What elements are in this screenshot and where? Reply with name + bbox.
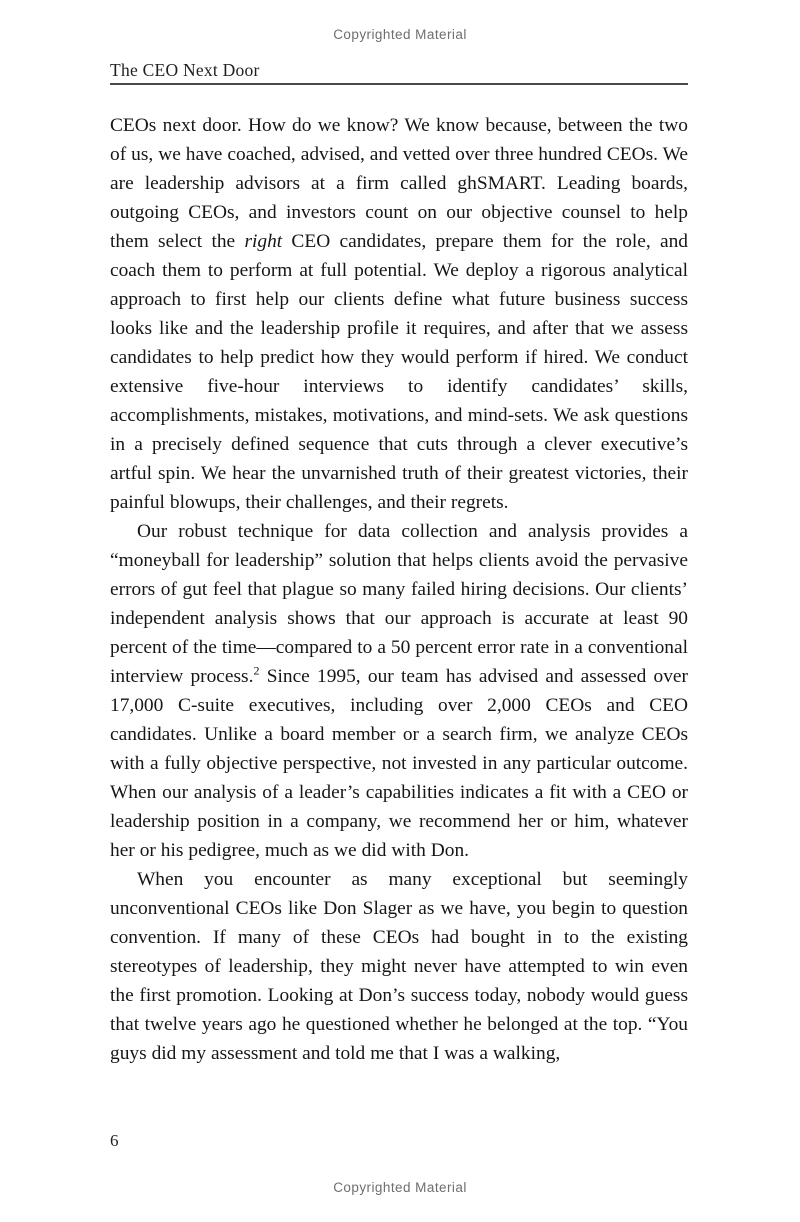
- copyright-watermark-bottom: Copyrighted Material: [333, 1180, 467, 1195]
- paragraph: When you encounter as many exceptional but seemingly unconventional CEOs like Don Slager as we have, you begin to question convention. If many of these CEOs had bought in to the existing stereotypes of leadership, they might never have attempted to win even the first promotion. Looking at Don’s success today, nobody would guess that twelve years ago he questioned whether he belonged at the top. “You guys did my assessment and told me that I was a walking,: [110, 869, 688, 1064]
- paragraph: CEOs next door. How do we know? We know because, between the two of us, we have coached, advised, and vetted over three hundred CEOs. We are leadership advisors at a firm called ghSMART. Leading boards, outgoing CEOs, and investors count on our objective counsel to help them select the right CEO candidates, prepare them for the role, and coach them to perform at full potential. We deploy a rigorous analytical approach to first help our clients define what future business success looks like and the leadership profile it requires, and after that we assess candidates to help predict how they would perform if hired. We conduct extensive five-hour interviews to identify candidates’ skills, accomplishments, mistakes, motivations, and mind-sets. We ask questions in a precisely defined sequence that cuts through a clever executive’s artful spin. We hear the unvarnished truth of their greatest victories, their painful blowups, their challenges, and their regrets.: [110, 115, 688, 513]
- page-number: 6: [110, 1131, 119, 1150]
- copyright-watermark-top: Copyrighted Material: [333, 27, 467, 42]
- running-head: [110, 59, 688, 85]
- emphasis-text: right: [244, 231, 283, 252]
- footnote-marker: 2: [253, 663, 260, 678]
- running-head-rule: [110, 83, 688, 85]
- body-text-column: [110, 111, 688, 1068]
- paragraph: Our robust technique for data collection and analysis provides a “moneyball for leadership” solution that helps clients avoid the pervasive errors of gut feel that plague so many failed hiring decisions. Our clients’ independent analysis shows that our approach is accurate at least 90 percent of the time—compared to a 50 percent error rate in a conventional interview process.$^2$ Since 1995, our team has advised and assessed over 17,000 C-suite executives, including over 2,000 CEOs and CEO candidates. Unlike a board member or a search firm, we analyze CEOs with a fully objective perspective, not invested in any particular outcome. When our analysis of a leader’s capabilities indicates a fit with a CEO or leadership position in a company, we recommend her or him, whatever her or his pedigree, much as we did with Don.: [110, 521, 689, 861]
- running-head-title: The CEO Next Door: [110, 60, 260, 80]
